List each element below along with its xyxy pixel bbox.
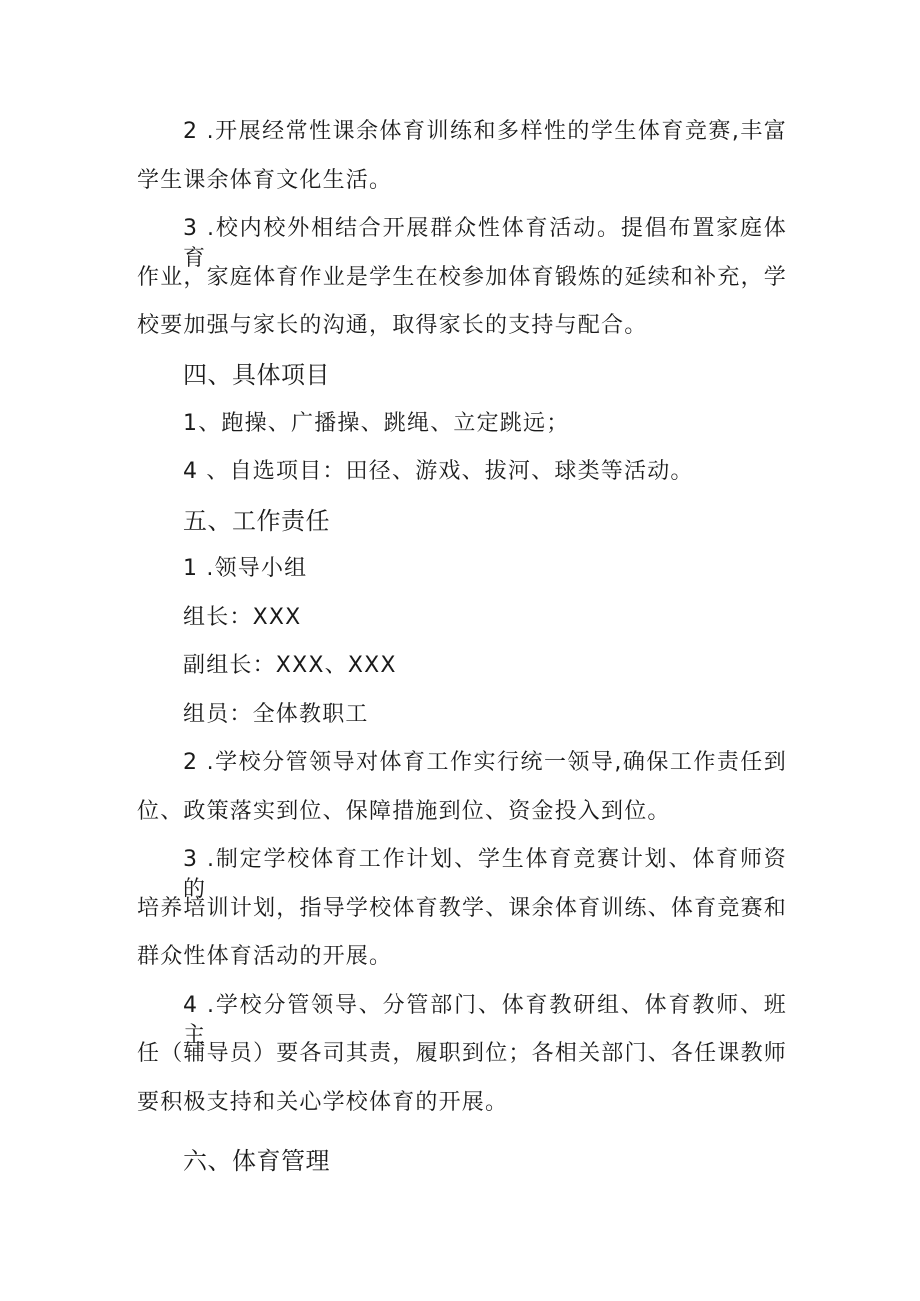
- responsibility-3-line-2: 培养培训计划，指导学校体育教学、课余体育训练、体育竞赛和: [137, 896, 787, 921]
- responsibility-4-line-2: 任（辅导员）要各司其责，履职到位；各相关部门、各任课教师: [137, 1041, 787, 1066]
- responsibility-2-line-2: 位、政策落实到位、保障措施到位、资金投入到位。: [137, 799, 671, 824]
- item-4: 4 、自选项目：田径、游戏、拔河、球类等活动。: [183, 459, 694, 484]
- responsibility-2-line-1: 2 .学校分管领导对体育工作实行统一领导,确保工作责任到: [183, 750, 787, 775]
- responsibility-4-line-3: 要积极支持和关心学校体育的开展。: [137, 1090, 509, 1115]
- deputy-group-leader: 副组长：XXX、XXX: [183, 653, 397, 678]
- group-leader: 组长：XXX: [183, 605, 302, 630]
- paragraph-3-line-3: 校要加强与家长的沟通，取得家长的支持与配合。: [137, 313, 648, 338]
- paragraph-3-line-1: 3 .校内校外相结合开展群众性体育活动。提倡布置家庭体育: [183, 216, 787, 271]
- leadership-group-title: 1 .领导小组: [183, 556, 308, 581]
- responsibility-3-line-3: 群众性体育活动的开展。: [137, 944, 393, 969]
- paragraph-2-line-2: 学生课余体育文化生活。: [137, 168, 393, 193]
- section-heading-6: 六、体育管理: [183, 1147, 330, 1175]
- item-1: 1、跑操、广播操、跳绳、立定跳远；: [183, 411, 570, 436]
- section-heading-4: 四、具体项目: [183, 361, 330, 389]
- paragraph-3-line-2: 作业，家庭体育作业是学生在校参加体育锻炼的延续和补充，学: [137, 265, 787, 290]
- group-members: 组员：全体教职工: [183, 702, 369, 727]
- section-heading-5: 五、工作责任: [183, 507, 330, 535]
- paragraph-2-line-1: 2 .开展经常性课余体育训练和多样性的学生体育竞赛,丰富: [183, 119, 787, 144]
- responsibility-3-line-1: 3 .制定学校体育工作计划、学生体育竞赛计划、体育师资的: [183, 847, 787, 902]
- responsibility-4-line-1: 4 .学校分管领导、分管部门、体育教研组、体育教师、班主: [183, 993, 787, 1048]
